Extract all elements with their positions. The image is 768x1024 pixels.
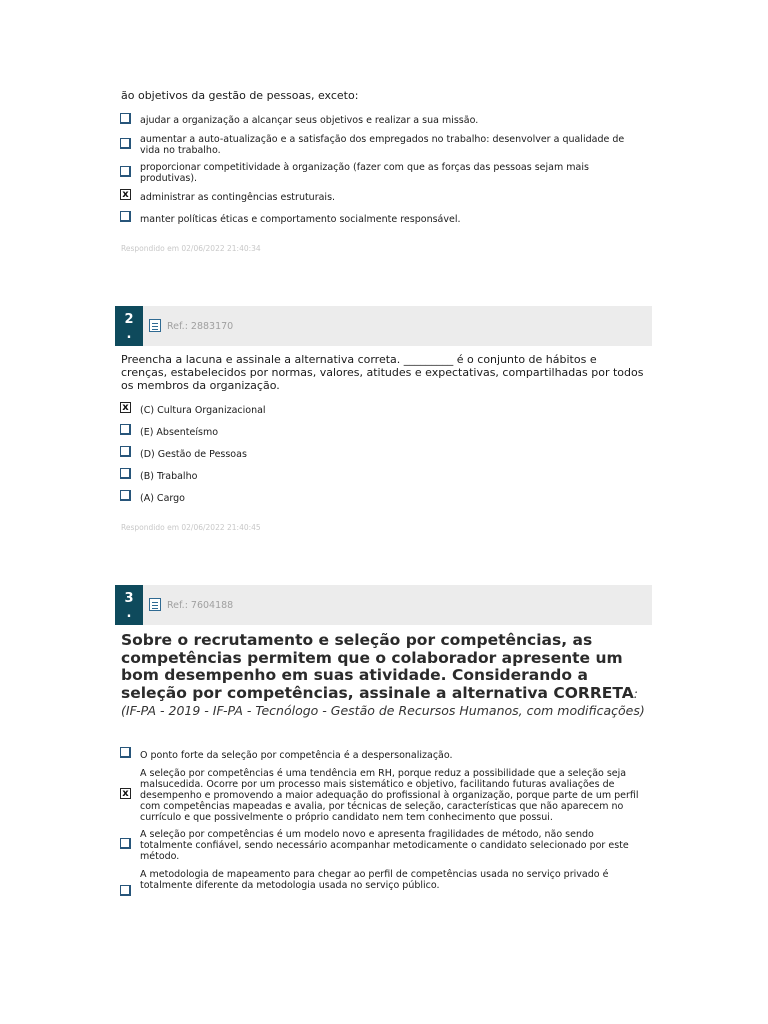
checkbox[interactable] (120, 138, 131, 149)
checkbox[interactable] (120, 446, 131, 457)
q1-option-4-label: administrar as contingências estruturais. (140, 192, 336, 203)
checkbox[interactable] (120, 211, 131, 222)
q1-option-5-label: manter políticas éticas e comportamento socialmente responsável. (140, 214, 461, 225)
q2-option-2-label: (E) Absenteísmo (140, 427, 219, 438)
q3-header (115, 585, 652, 625)
q2-answered-timestamp: Respondido em 02/06/2022 21:40:45 (121, 523, 261, 532)
checkbox[interactable] (120, 166, 131, 177)
q2-option-1-label: (C) Cultura Organizacional (140, 405, 266, 416)
q2-option-5-label: (A) Cargo (140, 493, 185, 504)
q1-option-3-label: proporcionar competitividade à organização (fazer com que as forças das pessoas sejam mais produtivas). (140, 162, 589, 184)
document-icon[interactable] (149, 598, 161, 611)
q3-number-dot: . (126, 606, 132, 621)
q1-option-2-label: aumentar a auto-atualização e a satisfação dos empregados no trabalho: desenvolver a qualidade de vida no trabalho. (140, 134, 625, 156)
checkbox[interactable] (120, 747, 131, 758)
checked-checkbox[interactable]: x (120, 788, 131, 799)
checkbox[interactable] (120, 490, 131, 501)
q1-answered-timestamp: Respondido em 02/06/2022 21:40:34 (121, 244, 261, 253)
q3-stem-colon: : (633, 685, 638, 701)
q2-header (115, 306, 652, 346)
q3-ref: Ref.: 7604188 (167, 600, 234, 611)
q3-stem (121, 632, 651, 720)
checked-checkbox[interactable]: x (120, 189, 131, 200)
q1-stem: ão objetivos da gestão de pessoas, exceto: (121, 89, 359, 102)
q2-number-badge (115, 306, 143, 346)
q2-ref: Ref.: 2883170 (167, 321, 234, 332)
q3-option-1-label: O ponto forte da seleção por competência é a despersonalização. (140, 750, 453, 761)
checkbox[interactable] (120, 885, 131, 896)
q2-stem: Preencha a lacuna e assinale a alternativa correta. _________ é o conjunto de hábitos e crenças, estabelecidos por normas, valores, atitudes e expectativas, compartilhadas por todos os membros da organização. (121, 353, 644, 392)
checkbox[interactable] (120, 113, 131, 124)
checkbox[interactable] (120, 838, 131, 849)
checkbox[interactable] (120, 424, 131, 435)
checkbox[interactable] (120, 468, 131, 479)
q3-option-3-label: A seleção por competências é um modelo novo e apresenta fragilidades de método, não sendo totalmente confiável, sendo necessário acompanhar metodicamente o candidato selecionado por este método. (140, 829, 629, 862)
q1-option-1-label: ajudar a organização a alcançar seus objetivos e realizar a sua missão. (140, 115, 479, 126)
q2-number: 2 (124, 312, 134, 327)
q2-option-4-label: (B) Trabalho (140, 471, 198, 482)
q3-stem-text: Sobre o recrutamento e seleção por competências, as competências permitem que o colaborador apresente um bom desempenho em suas atividade. Considerando a seleção por competências, assinale a alternativa CORRETA (121, 631, 634, 702)
q3-number-badge (115, 585, 143, 625)
q3-option-4-label: A metodologia de mapeamento para chegar ao perfil de competências usada no serviço privado é totalmente diferente da metodologia usada no serviço público. (140, 869, 609, 891)
q2-option-3-label: (D) Gestão de Pessoas (140, 449, 247, 460)
document-icon[interactable] (149, 319, 161, 332)
checked-checkbox[interactable]: x (120, 402, 131, 413)
q2-number-dot: . (126, 327, 132, 342)
q3-option-2-label: A seleção por competências é uma tendência em RH, porque reduz a possibilidade que a seleção seja malsucedida. Ocorre por um processo mais sistemático e objetivo, facilitando futuras avaliações de desempenho e promovendo a maior adequação do profissional à organização, porque parte de um perfil com competências mapeadas e avalia, por técnicas de seleção, características que não aparecem no currículo e que possivelmente o próprio candidato nem tem conhecimento que possui. (140, 768, 639, 823)
q3-source: (IF-PA - 2019 - IF-PA - Tecnólogo - Gestão de Recursos Humanos, com modificações) (121, 703, 645, 718)
q3-number: 3 (124, 591, 134, 606)
